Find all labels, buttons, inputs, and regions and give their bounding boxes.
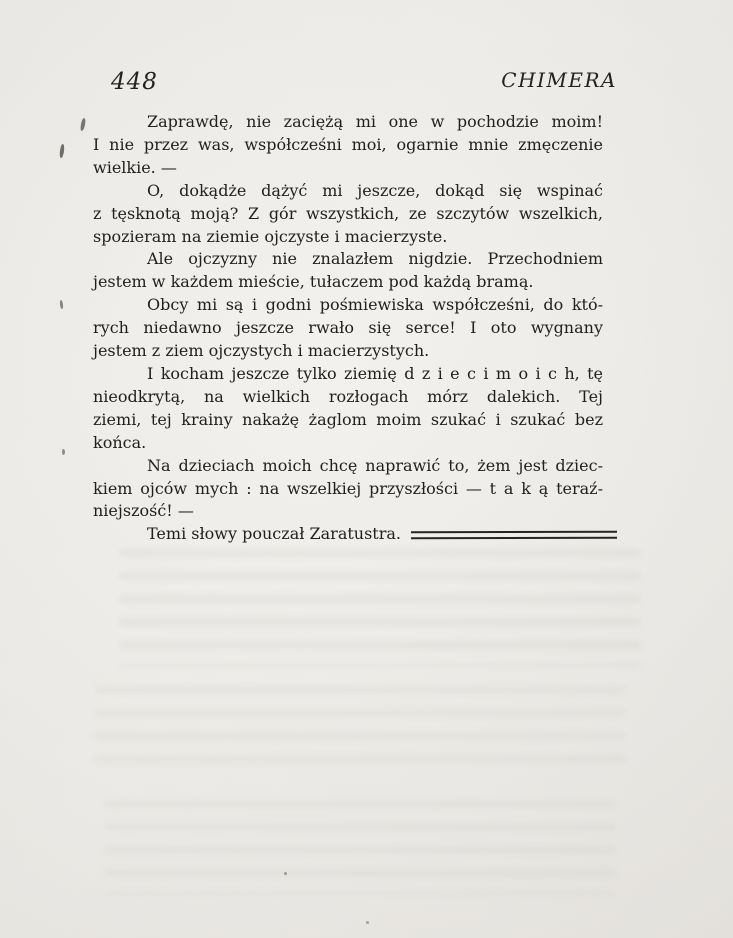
paragraph — [93, 111, 603, 180]
text-line: O, dokądże dążyć mi jeszcze, dokąd się wspinać — [147, 180, 603, 200]
closing-line — [93, 523, 603, 546]
text-line: nieodkrytą, na wielkich rozłogach mórz dalekich. Tej — [93, 386, 603, 406]
paragraph — [93, 248, 603, 294]
journal-title: CHIMERA — [501, 68, 617, 92]
text-line: niejszość! — — [93, 501, 194, 521]
text-line: I nie przez was, współcześni moi, ogarnie mnie zmęczenie — [93, 134, 603, 154]
text-line: Obcy mi są i godni pośmiewiska współcześni, do któ- — [147, 295, 603, 315]
text-line: końca. — [93, 432, 147, 452]
text-line: z tęsknotą moją? Z gór wszystkich, ze szczytów wszelkich, — [93, 203, 603, 223]
closing-text: Temi słowy pouczał Zaratustra. — [147, 524, 401, 544]
text-line: I kocham jeszcze tylko ziemię d z i e c i m o i c h, tę — [147, 363, 603, 383]
page-number: 448 — [111, 69, 158, 95]
text-line: Na dzieciach moich chcę naprawić to, żem jest dziec- — [147, 455, 603, 475]
text-line: Ale ojczyzny nie znalazłem nigdzie. Przechodniem — [147, 249, 603, 269]
text-line: jestem z ziem ojczystych i macierzystych. — [93, 341, 430, 361]
text-line: kiem ojców mych : na wszelkiej przyszłości — t a k ą teraź- — [93, 478, 603, 498]
paragraph — [93, 363, 603, 455]
text-line: jestem w każdem mieście, tułaczem pod każdą bramą. — [93, 272, 534, 292]
end-rule — [411, 530, 617, 539]
paragraph — [93, 294, 603, 363]
paragraph — [93, 180, 603, 249]
text-line: rych niedawno jeszcze rwało się serce! I oto wygnany — [93, 318, 603, 338]
text-line: Zaprawdę, nie zaciężą mi one w pochodzie moim! — [147, 112, 603, 131]
text-line: ziemi, tej krainy nakażę żaglom moim szukać i szukać bez — [93, 409, 603, 429]
paragraph — [93, 455, 603, 524]
text-line: wielkie. — — [93, 157, 177, 177]
text-block — [93, 111, 603, 546]
text-line: spozieram na ziemie ojczyste i macierzyste. — [93, 226, 448, 246]
